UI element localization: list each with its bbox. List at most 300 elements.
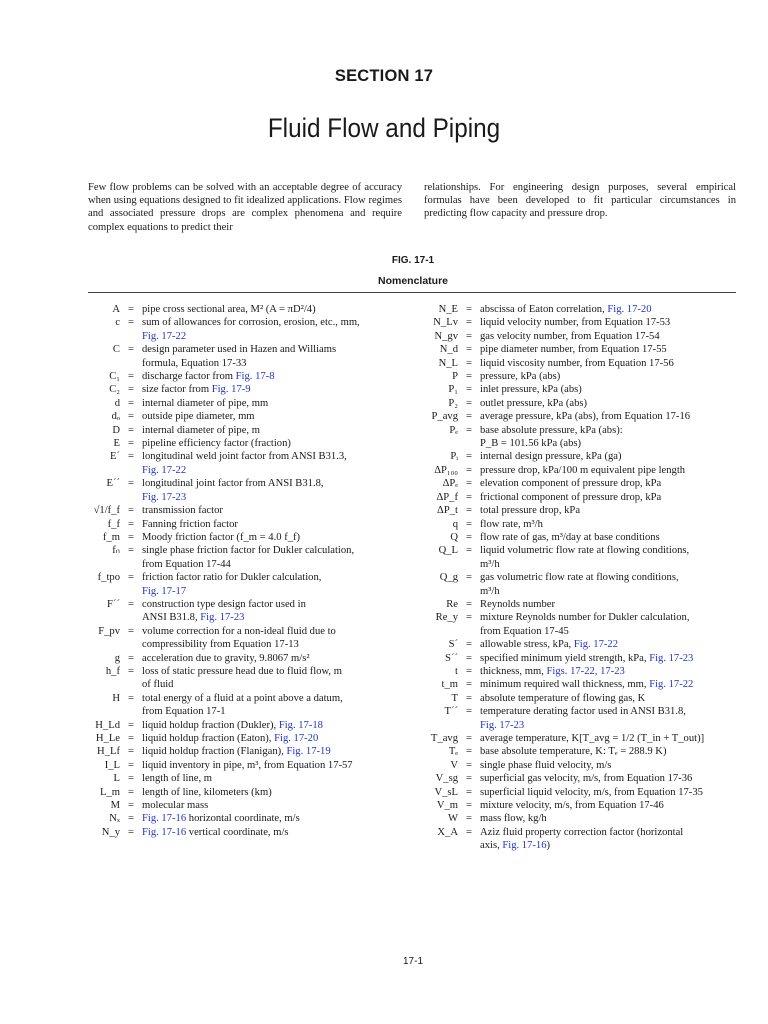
equals-sign: = [466,478,472,490]
definition-line [142,531,408,544]
definition-text: Fanning friction factor [142,518,238,530]
definition-line [480,611,738,624]
nomenclature-definition [142,812,408,825]
nomenclature-symbol: ΔP₁₀₀ [434,464,458,476]
equals-sign: = [128,531,134,543]
definition-text: outlet pressure, kPa (abs) [480,397,588,409]
definition-text: liquid viscosity number, from Equation 17-56 [480,357,674,369]
nomenclature-symbol: S´ [448,639,458,651]
nomenclature-symbol: Pᵢ [450,451,458,463]
definition-text: total energy of a fluid at a point above a datum, [142,692,343,704]
nomenclature-definition [142,665,408,692]
nomenclature-definition [480,571,738,598]
definition-line [142,477,408,490]
definition-text: pipe diameter number, from Equation 17-55 [480,344,667,356]
equals-sign: = [128,384,134,396]
figure-reference-link[interactable]: Fig. 17-20 [274,733,319,744]
nomenclature-entry [410,491,738,504]
equals-sign: = [128,397,134,409]
nomenclature-entry [410,383,738,396]
nomenclature-definition [142,625,408,652]
figure-rule [88,292,736,293]
definition-text: base absolute pressure, kPa (abs): [480,424,623,436]
equals-sign: = [128,625,134,637]
nomenclature-symbol: N_Lv [433,317,458,329]
nomenclature-symbol: dₒ [111,411,120,423]
nomenclature-entry [88,544,408,571]
definition-text: elevation component of pressure drop, kPa [480,478,662,490]
equals-sign: = [128,478,134,490]
nomenclature-symbol: t [455,665,458,677]
nomenclature-entry [88,652,408,665]
nomenclature-entry [88,745,408,758]
nomenclature-symbol: C₂ [109,384,120,396]
equals-sign: = [466,612,472,624]
nomenclature-symbol: A [112,304,120,315]
figure-reference-link[interactable]: Fig. 17-20 [607,304,652,315]
definition-text: axis, [480,840,503,852]
definition-line [142,370,408,383]
definition-text: friction factor ratio for Dukler calculation, [142,572,322,584]
nomenclature-definition [480,357,738,370]
equals-sign: = [466,679,472,691]
figure-reference-link[interactable]: Fig. 17-22 [142,464,187,476]
definition-text: absolute temperature of flowing gas, K [480,692,646,704]
equals-sign: = [466,357,472,369]
nomenclature-symbol: V_sg [435,773,458,785]
definition-text: total pressure drop, kPa [480,505,581,517]
definition-text: temperature derating factor used in ANSI B31.8, [480,706,686,718]
definition-line [480,745,738,758]
definition-line [142,786,408,799]
nomenclature-entry [410,531,738,544]
nomenclature-definition [480,531,738,544]
nomenclature-symbol: Tₑ [448,746,458,758]
equals-sign: = [466,665,472,677]
nomenclature-symbol: √1/f_f [93,505,120,517]
equals-sign: = [466,800,472,812]
figure-reference-link[interactable]: Fig. 17-16 [502,840,547,852]
nomenclature-definition [480,397,738,410]
equals-sign: = [128,826,134,838]
equals-sign: = [466,813,472,825]
nomenclature-symbol: f_tpo [97,572,120,584]
definition-line [480,839,738,852]
nomenclature-entry [410,397,738,410]
definition-text: ANSI B31.8, [142,612,201,624]
nomenclature-symbol: N_gv [434,330,458,342]
equals-sign: = [466,531,472,543]
nomenclature-symbol: Q [450,531,458,543]
definition-line [480,450,738,463]
nomenclature-definition [480,370,738,383]
figure-reference-link[interactable]: Fig. 17-9 [211,384,251,396]
figure-reference-link[interactable]: Fig. 17-22 [573,639,619,651]
nomenclature-entry [410,518,738,531]
equals-sign: = [128,773,134,785]
nomenclature-symbol: ΔP_f [436,491,458,503]
nomenclature-symbol: I_L [104,759,120,771]
nomenclature-definition [142,719,408,732]
nomenclature-symbol: N_y [101,826,120,838]
nomenclature-entry [410,343,738,356]
equals-sign: = [128,424,134,436]
nomenclature-definition [480,504,738,517]
definition-text: flow rate of gas, m³/day at base conditions [480,531,660,543]
nomenclature-entry [410,692,738,705]
definition-text: liquid volumetric flow rate at flowing conditions, [480,545,690,557]
definition-text: vertical coordinate, m/s [186,826,289,838]
nomenclature-entry [410,678,738,691]
figure-reference-link[interactable]: Fig. 17-19 [286,746,331,758]
nomenclature-definition [142,518,408,531]
nomenclature-symbol: fₙ [112,545,120,557]
definition-text: superficial liquid velocity, m/s, from Equation 17-35 [480,786,703,798]
nomenclature-symbol: h_f [105,665,120,677]
nomenclature-definition [142,316,408,343]
definition-line [480,719,738,732]
definition-text: liquid inventory in pipe, m³, from Equation 17-57 [142,759,353,771]
nomenclature-symbol: T_avg [430,733,458,744]
definition-text: internal diameter of pipe, mm [142,397,269,409]
nomenclature-entry [88,504,408,517]
definition-text: from Equation 17-1 [142,706,226,718]
figure-reference-link[interactable]: Fig. 17-17 [142,585,187,597]
equals-sign: = [128,746,134,758]
nomenclature-entry [88,692,408,719]
nomenclature-definition [480,678,738,691]
definition-line [480,504,738,517]
definition-line [480,437,738,450]
definition-line [142,745,408,758]
equals-sign: = [128,505,134,517]
definition-text: flow rate, m³/h [480,518,543,530]
nomenclature-symbol: F´´ [107,598,120,610]
equals-sign: = [466,773,472,785]
definition-line [480,343,738,356]
nomenclature-symbol: W [448,813,458,825]
figure-reference-link[interactable]: Fig. 17-22 [649,679,694,691]
nomenclature-symbol: d [114,397,120,409]
nomenclature-entry [88,571,408,598]
equals-sign: = [466,464,472,476]
nomenclature-entry [410,544,738,571]
nomenclature-symbol: f_m [102,531,120,543]
definition-text: longitudinal weld joint factor from ANSI B31.3, [142,451,347,463]
definition-text: Aziz fluid property correction factor (horizontal [480,826,684,838]
definition-line [142,732,408,745]
nomenclature-symbol: L_m [99,786,120,798]
definition-line [480,370,738,383]
nomenclature-definition [142,772,408,785]
nomenclature-definition [480,638,738,651]
nomenclature-symbol: C₁ [109,371,120,383]
equals-sign: = [128,813,134,825]
nomenclature-symbol: Nₓ [109,813,120,825]
definition-line [480,558,738,571]
figure-reference-link[interactable]: Fig. 17-16 [142,826,187,838]
equals-sign: = [128,719,134,731]
definition-line [480,759,738,772]
definition-line [142,678,408,691]
figure-reference-link[interactable]: Fig. 17-16 [142,813,187,825]
equals-sign: = [466,344,472,356]
nomenclature-definition [480,812,738,825]
equals-sign: = [128,411,134,423]
definition-text: discharge factor from [142,371,236,383]
nomenclature-symbol: P₂ [448,397,458,409]
definition-text: inlet pressure, kPa (abs) [480,384,582,396]
definition-text: pressure drop, kPa/100 m equivalent pipe length [480,464,686,476]
definition-text: gas velocity number, from Equation 17-54 [480,330,660,342]
nomenclature-definition [480,665,738,678]
equals-sign: = [128,304,134,315]
equals-sign: = [466,330,472,342]
definition-line [142,585,408,598]
nomenclature-symbol: S´´ [445,652,458,664]
nomenclature-entry [410,410,738,423]
nomenclature-symbol: C [112,344,120,356]
definition-line [142,316,408,329]
nomenclature-definition [142,343,408,370]
equals-sign: = [128,518,134,530]
definition-line [142,571,408,584]
nomenclature-entry [410,799,738,812]
nomenclature-definition [480,652,738,665]
nomenclature-definition [142,383,408,396]
definition-line [142,383,408,396]
definition-line [480,732,738,745]
definition-line [142,759,408,772]
nomenclature-entry [88,732,408,745]
nomenclature-definition [480,464,738,477]
definition-line [142,357,408,370]
definition-line [480,518,738,531]
nomenclature-symbol: X_A [437,826,458,838]
nomenclature-definition [142,745,408,758]
definition-line [142,611,408,624]
nomenclature-entry [410,772,738,785]
nomenclature-definition [142,799,408,812]
nomenclature-entry [88,370,408,383]
equals-sign: = [466,371,472,383]
nomenclature-symbol: E [113,438,120,450]
definition-text: liquid holdup fraction (Dukler), [142,719,279,731]
figure-reference-link[interactable]: Fig. 17-23 [480,719,525,731]
nomenclature-symbol: Re_y [435,612,458,624]
equals-sign: = [466,451,472,463]
nomenclature-definition [142,598,408,625]
nomenclature-entry [88,531,408,544]
equals-sign: = [128,652,134,664]
definition-line [480,316,738,329]
definition-text: single phase friction factor for Dukler calculation, [142,545,355,557]
definition-text: superficial gas velocity, m/s, from Equation 17-36 [480,773,693,785]
definition-text: mass flow, kg/h [480,813,547,825]
definition-text: liquid velocity number, from Equation 17-53 [480,317,671,329]
nomenclature-definition [480,705,738,732]
definition-line [480,383,738,396]
definition-line [142,343,408,356]
nomenclature-entry [88,397,408,410]
nomenclature-symbol: g [114,652,120,664]
nomenclature-definition [480,611,738,638]
nomenclature-entry [410,759,738,772]
nomenclature-entry [410,303,738,316]
nomenclature-definition [480,759,738,772]
nomenclature-symbol: Pₑ [449,424,458,436]
figure-reference-link[interactable]: Fig. 17-18 [278,719,323,731]
figure-reference-link[interactable]: Figs. 17-22, 17-23 [546,665,625,677]
definition-line [480,571,738,584]
figure-reference-link[interactable]: Fig. 17-23 [200,612,245,624]
figure-reference-link[interactable]: Fig. 17-8 [235,371,275,383]
nomenclature-entry [410,464,738,477]
definition-line [142,424,408,437]
nomenclature-definition [142,652,408,665]
definition-line [480,303,738,316]
definition-line [480,786,738,799]
nomenclature-entry [88,424,408,437]
nomenclature-definition [142,370,408,383]
nomenclature-symbol: L [113,773,120,785]
nomenclature-entry [88,598,408,625]
figure-reference-link[interactable]: Fig. 17-23 [142,491,187,503]
equals-sign: = [128,598,134,610]
definition-line [142,638,408,651]
nomenclature-entry [88,410,408,423]
nomenclature-entry [410,357,738,370]
nomenclature-symbol: q [452,518,458,530]
definition-line [480,799,738,812]
definition-line [142,598,408,611]
nomenclature-symbol: V_m [436,800,458,812]
definition-line [480,357,738,370]
page-number: 17-1 [402,956,423,967]
figure-reference-link[interactable]: Fig. 17-22 [142,330,187,342]
nomenclature-symbol: ΔP_t [437,505,458,517]
nomenclature-entry [88,799,408,812]
equals-sign: = [128,371,134,383]
nomenclature-definition [480,799,738,812]
definition-text: Reynolds number [480,598,556,610]
equals-sign: = [466,317,472,329]
nomenclature-entry [88,518,408,531]
definition-text: Moody friction factor (f_m = 4.0 f_f) [142,531,301,543]
definition-text: construction type design factor used in [142,598,306,610]
definition-text: pressure, kPa (abs) [480,371,561,383]
nomenclature-definition [142,531,408,544]
nomenclature-entry [410,745,738,758]
definition-text: from Equation 17-45 [480,625,569,637]
definition-line [480,585,738,598]
definition-text: formula, Equation 17-33 [142,357,247,369]
equals-sign: = [466,397,472,409]
equals-sign: = [466,545,472,557]
nomenclature-entry [88,665,408,692]
definition-text: allowable stress, kPa, [480,639,574,651]
definition-text: gas volumetric flow rate at flowing conditions, [480,572,679,584]
definition-text: minimum required wall thickness, mm, [480,679,650,691]
nomenclature-entry [410,652,738,665]
definition-text: m³/h [480,585,500,597]
definition-line [142,330,408,343]
nomenclature-symbol: t_m [441,679,458,691]
equals-sign: = [128,545,134,557]
nomenclature-entry [410,316,738,329]
definition-line [142,397,408,410]
nomenclature-symbol: V_sL [434,786,458,798]
definition-text: outside pipe diameter, mm [142,411,255,423]
nomenclature-definition [142,397,408,410]
nomenclature-entry [88,719,408,732]
figure-reference-link[interactable]: Fig. 17-23 [649,652,694,664]
definition-text: horizontal coordinate, m/s [186,813,300,825]
equals-sign: = [466,759,472,771]
definition-line [480,678,738,691]
nomenclature-symbol: N_d [439,344,458,356]
nomenclature-symbol: H_Lf [97,746,120,758]
definition-text: transmission factor [142,505,223,517]
definition-text: single phase fluid velocity, m/s [480,759,612,771]
nomenclature-symbol: P₁ [448,384,458,396]
nomenclature-symbol: P_avg [431,411,458,423]
definition-line [142,504,408,517]
definition-text: internal diameter of pipe, m [142,424,260,436]
nomenclature-definition [480,316,738,329]
nomenclature-symbol: V [450,759,458,771]
nomenclature-symbol: N_E [438,304,458,315]
equals-sign: = [466,652,472,664]
figure-caption: Nomenclature [377,275,449,287]
nomenclature-entry [410,424,738,451]
equals-sign: = [128,438,134,450]
equals-sign: = [466,598,472,610]
nomenclature-symbol: T [451,692,458,704]
equals-sign: = [466,518,472,530]
nomenclature-entry [410,571,738,598]
equals-sign: = [128,665,134,677]
nomenclature-symbol: P [452,371,458,383]
equals-sign: = [128,786,134,798]
definition-text: volume correction for a non-ideal fluid due to [142,625,336,637]
nomenclature-symbol: Re [446,598,458,610]
nomenclature-definition [480,692,738,705]
nomenclature-definition [480,424,738,451]
nomenclature-entry [410,611,738,638]
nomenclature-entry [410,330,738,343]
nomenclature-entry [88,812,408,825]
equals-sign: = [128,733,134,744]
nomenclature-definition [480,491,738,504]
nomenclature-symbol: D [112,424,120,436]
definition-text: pipe cross sectional area, M² (A = πD²/4) [142,304,316,315]
nomenclature-definition [480,598,738,611]
nomenclature-definition [142,571,408,598]
definition-line [480,665,738,678]
nomenclature-entry [88,786,408,799]
definition-line [142,705,408,718]
nomenclature-entry [88,303,408,316]
definition-line [480,625,738,638]
equals-sign: = [128,800,134,812]
nomenclature-definition [142,504,408,517]
definition-text: size factor from [142,384,212,396]
definition-line [480,638,738,651]
nomenclature-symbol: H_Le [95,733,120,744]
nomenclature-definition [142,437,408,450]
definition-text: molecular mass [142,800,209,812]
